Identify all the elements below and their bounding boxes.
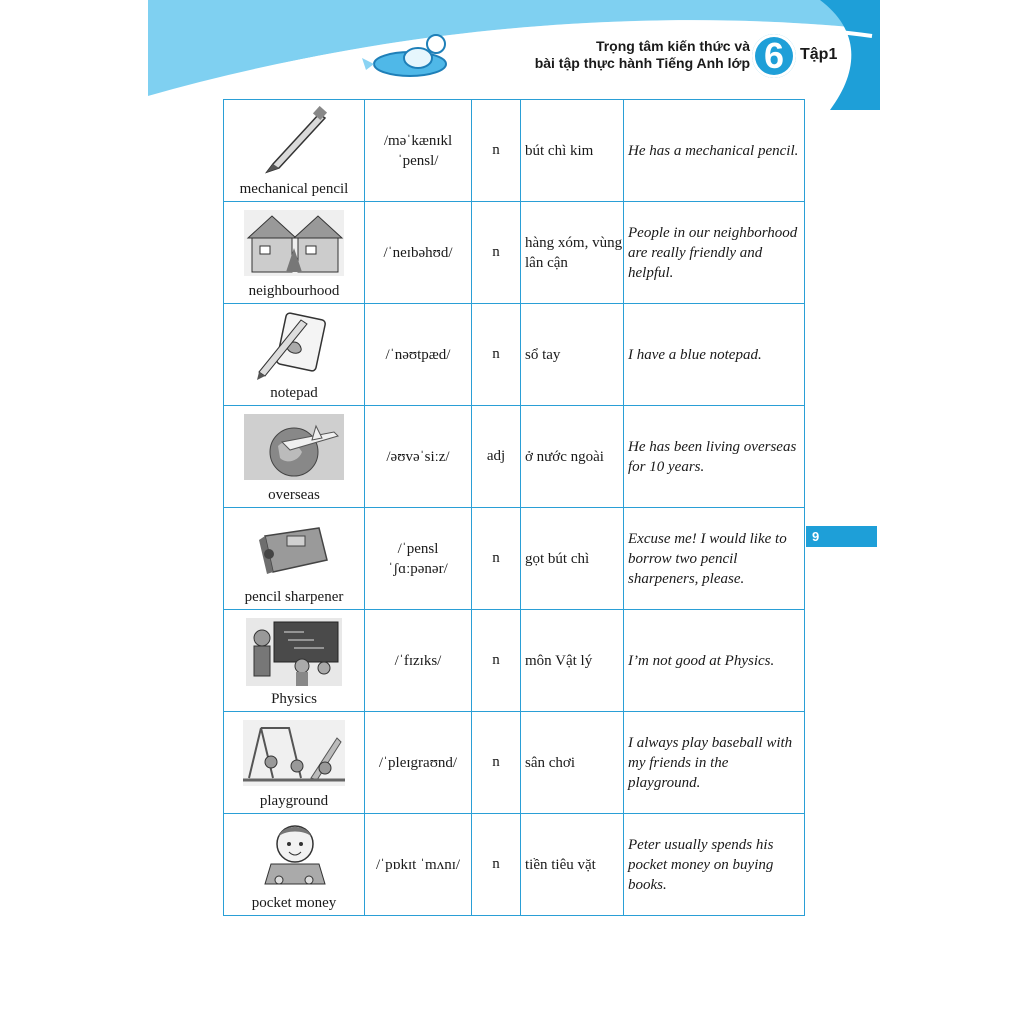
example-cell: Peter usually spends his pocket money on buying books. — [624, 814, 805, 916]
pos-cell: n — [472, 712, 521, 814]
word-cell — [224, 610, 365, 712]
pocket-money-icon — [249, 820, 339, 892]
ipa-cell — [365, 406, 472, 508]
ipa-cell — [365, 610, 472, 712]
example-cell: People in our neighborhood are really friendly and helpful. — [624, 202, 805, 304]
word-label: notepad — [270, 385, 318, 401]
header-title-line1: Trọng tâm kiến thức và — [595, 38, 750, 54]
neighbourhood-icon — [242, 208, 346, 278]
example-cell: I always play baseball with my friends in the playground. — [624, 712, 805, 814]
meaning-cell: sổ tay — [521, 304, 624, 406]
word-cell — [224, 202, 365, 304]
meaning-cell: gọt bút chì — [521, 508, 624, 610]
ipa-cell — [365, 814, 472, 916]
example-cell: He has been living overseas for 10 years. — [624, 406, 805, 508]
ipa-text: ˈpensl/ — [397, 152, 439, 169]
rocket-icon — [360, 30, 460, 90]
ipa-text: /məˈkænɪkl — [383, 132, 453, 149]
ipa-text: ˈʃɑːpənər/ — [388, 560, 448, 577]
physics-icon — [244, 616, 344, 688]
ipa-text: /ˈpleɪgraʊnd/ — [378, 754, 458, 771]
word-label: overseas — [268, 487, 320, 503]
word-cell — [224, 508, 365, 610]
example-cell: He has a mechanical pencil. — [624, 100, 805, 202]
notepad-icon — [249, 310, 339, 380]
table-row — [224, 202, 805, 304]
word-label: mechanical pencil — [239, 181, 349, 197]
word-cell — [224, 304, 365, 406]
table-row — [224, 712, 805, 814]
meaning-cell: tiền tiêu vặt — [521, 814, 624, 916]
ipa-text: /ˈpɒkɪt ˈmʌnɪ/ — [375, 856, 461, 873]
example-cell: I have a blue notepad. — [624, 304, 805, 406]
ipa-text: /ˈneɪbəhʊd/ — [383, 244, 453, 261]
meaning-cell: bút chì kim — [521, 100, 624, 202]
meaning-cell: sân chơi — [521, 712, 624, 814]
overseas-icon — [242, 412, 346, 482]
ipa-cell — [365, 712, 472, 814]
word-label: pencil sharpener — [244, 589, 344, 605]
word-cell — [224, 100, 365, 202]
ipa-text: /əʊvəˈsiːz/ — [386, 448, 450, 465]
example-cell: I’m not good at Physics. — [624, 610, 805, 712]
volume-label: Tập1 — [800, 46, 838, 63]
ipa-cell — [365, 304, 472, 406]
ipa-text: /ˈfɪzɪks/ — [394, 652, 442, 669]
ipa-cell — [365, 508, 472, 610]
pencil-sharpener-icon — [249, 514, 339, 584]
pos-cell: n — [472, 100, 521, 202]
pos-cell: n — [472, 814, 521, 916]
mechanical-pencil-icon — [249, 106, 339, 176]
word-label: pocket money — [251, 895, 337, 911]
ipa-cell — [365, 100, 472, 202]
pos-cell: n — [472, 610, 521, 712]
ipa-text: /ˈpensl — [397, 540, 439, 557]
ipa-text: /ˈnəʊtpæd/ — [385, 346, 451, 363]
ipa-cell — [365, 202, 472, 304]
pos-cell: n — [472, 508, 521, 610]
example-cell: Excuse me! I would like to borrow two pencil sharpeners, please. — [624, 508, 805, 610]
pos-cell: n — [472, 202, 521, 304]
pos-cell: adj — [472, 406, 521, 508]
meaning-cell: môn Vật lý — [521, 610, 624, 712]
meaning-cell: hàng xóm, vùng lân cận — [521, 202, 624, 304]
grade-badge: 6 — [752, 34, 796, 78]
header-title-line2: bài tập thực hành Tiếng Anh lớp — [534, 55, 750, 71]
table-row — [224, 610, 805, 712]
table-row — [224, 304, 805, 406]
pos-cell: n — [472, 304, 521, 406]
table-row — [224, 100, 805, 202]
header-title — [480, 38, 750, 72]
word-label: playground — [259, 793, 329, 809]
table-row — [224, 508, 805, 610]
word-cell — [224, 406, 365, 508]
word-label: Physics — [271, 691, 317, 707]
vocabulary-table — [223, 99, 805, 916]
page-number: 9 — [806, 526, 877, 547]
playground-icon — [241, 718, 347, 788]
table-row — [224, 814, 805, 916]
word-cell — [224, 814, 365, 916]
word-label: neighbourhood — [248, 283, 340, 299]
meaning-cell: ở nước ngoài — [521, 406, 624, 508]
word-cell — [224, 712, 365, 814]
table-row — [224, 406, 805, 508]
